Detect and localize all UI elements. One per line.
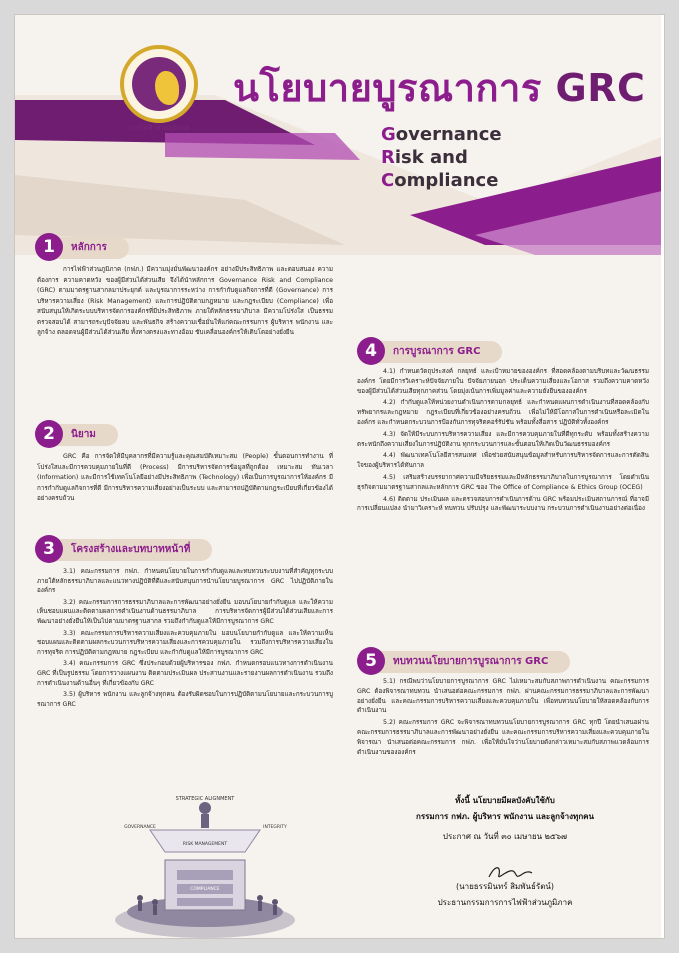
section-1-title: หลักการ xyxy=(51,237,129,259)
section-3-item: 3.4) คณะกรรมการ GRC ซึ่งประกอบด้วยผู้บริหารของ กฟภ. กำหนดกรอบแนวทางการดำเนินงาน GRC ที่เป็นรูปธรรม โดยการวางแผนงาน ติดตามประเมินผล ประสานงานและรายงานผลการดำเนินงาน รวมถึงการดำเนินงานด้านอื่นๆ ที่เกี่ยวข้องกับ GRC xyxy=(37,660,333,687)
diagram-label-integrity: INTEGRITY xyxy=(263,825,287,830)
section-5-title: ทบทวนนโยบายการบูรณาการ GRC xyxy=(373,651,570,673)
section-5-item: 5.1) กรณีพบว่านโยบายการบูรณาการ GRC ไม่เหมาะสมกับสภาพการดำเนินงาน คณะกรรมการ GRC ต้องพิจารณาทบทวน นำเสนอต่อคณะกรรมการ กฟภ. ผ่านคณะกรรมการธรรมาภิบาลและการพัฒนาอย่างยั่งยืน และคณะกรรมการบริหารความเสี่ยงและควบคุมภายใน เพื่อทบทวนนโยบายให้สอดคล้องกับการดำเนินงาน xyxy=(357,678,649,715)
policy-page xyxy=(14,14,665,939)
section-4-item: 4.3) จัดให้มีระบบการบริหารความเสี่ยง และมีการควบคุมภายในที่ดีทุกระดับ พร้อมทั้งสร้างความตระหนักถึงความเสี่ยงในการปฏิบัติงาน ทุกกระบวนการและขั้นตอนให้เกิดเป็นวัฒนธรรมองค์กร xyxy=(357,430,649,448)
grc-line-risk: Risk and xyxy=(381,147,468,168)
section-3-item: 3.3) คณะกรรมการบริหารความเสี่ยงและควบคุมภายใน มอบนโยบายกำกับดูแล และให้ความเห็นชอบแผนและติดตามผลกระบวนการบริหารความเสี่ยงและการควบคุมภายใน รวมถึงการบริหารความเสี่ยงในการทุจริต การปฏิบัติตามกฎหมาย กฎระเบียบ และกำกับดูแลให้มีการบูรณาการ GRC xyxy=(37,629,333,656)
signatory-name: (นายธรรมินทร์ สิมพันธ์รัตน์) xyxy=(456,882,554,891)
section-4-body xyxy=(357,367,649,516)
section-5-number: 5 xyxy=(357,647,385,675)
section-3-title: โครงสร้างและบทบาทหน้าที่ xyxy=(51,539,212,561)
announce-date: ประกาศ ณ วันที่ ๓๐ เมษายน ๒๕๖๗ xyxy=(442,832,568,841)
right-edge xyxy=(661,15,665,939)
title-grc: GRC xyxy=(555,66,646,110)
page-title xyxy=(233,57,645,118)
logo-caption: การไฟฟ้าส่วนภูมิภาค xyxy=(128,124,190,132)
diagram-label-compliance: COMPLIANCE xyxy=(190,887,220,892)
section-1-paragraph: การไฟฟ้าส่วนภูมิภาค (กฟภ.) มีความมุ่งมั่นพัฒนาองค์กร อย่างมีประสิทธิภาพ และตอบสนอง ความต้องการ ความคาดหวัง ของผู้มีส่วนได้ส่วนเสีย จึงได้นำหลักการ Governance Risk and Compliance (GRC) ตามมาตรฐานสากลมาประยุกต์ และบูรณาการระหว่าง การกำกับดูแลกิจการที่ดี (Governance) การบริหารความเสี่ยง (Risk Management) และการปฏิบัติตามกฎหมาย และกฎระเบียบ (Compliance) เพื่อสนับสนุนให้เกิดระบบบริหารจัดการองค์กรที่มีประสิทธิภาพ ภายใต้หลักธรรมาภิบาล มีความโปร่งใส เป็นธรรม ตรวจสอบได้ สามารถระบุปัจจัยลบ และพันธกิจ สร้างความเชื่อมั่นให้แก่คณะกรรมการ ผู้บริหาร พนักงาน และลูกจ้าง ตลอดจนผู้มีส่วนได้ส่วนเสีย ทั้งทางตรงและทางอ้อม ขับเคลื่อนองค์กรให้เติบโตอย่างยั่งยืน xyxy=(37,266,333,336)
section-1-number: 1 xyxy=(35,233,63,261)
section-2-body xyxy=(37,452,333,507)
header-ribbon xyxy=(15,95,665,255)
section-4-item: 4.6) ติดตาม ประเมินผล และตรวจสอบการดำเนินการด้าน GRC พร้อมประเมินสถานการณ์ ที่อาจมีการเปลี่ยนแปลง นำมาวิเคราะห์ ทบทวน ปรับปรุง และพัฒนาระบบงาน กระบวนการดำเนินงานอย่างต่อเนื่อง xyxy=(357,495,649,513)
grc-expansion xyxy=(381,123,502,192)
section-5-body xyxy=(357,677,649,759)
section-3-number: 3 xyxy=(35,535,63,563)
grc-line-governance: Governance xyxy=(381,124,502,145)
grc-diagram xyxy=(110,790,300,939)
pea-logo xyxy=(120,45,198,123)
section-2-title: นิยาม xyxy=(51,424,118,446)
title-thai: นโยบายบูรณาการ xyxy=(233,66,556,110)
closing-line-2: กรรมการ กฟภ. ผู้บริหาร พนักงาน และลูกจ้างทุกคน xyxy=(415,812,594,821)
signatory-position: ประธานกรรมการการไฟฟ้าส่วนภูมิภาค xyxy=(437,898,573,907)
section-4-number: 4 xyxy=(357,337,385,365)
signature-icon xyxy=(485,861,535,883)
closing-block xyxy=(380,793,630,911)
section-3-item: 3.2) คณะกรรมการการธรรมาภิบาลและการพัฒนาอย่างยั่งยืน มอบนโยบายกำกับดูแล และให้ความเห็นชอบแผนและติดตามผลการดำเนินงานด้านธรรมาภิบาล การบริหารจัดการผู้มีส่วนได้ส่วนเสียและการพัฒนาอย่างยั่งยืนให้เป็นไปตามมาตรฐานสากล รวมถึงกำกับดูแลให้มีการบูรณาการ GRC xyxy=(37,598,333,625)
section-1-body xyxy=(37,265,333,341)
grc-line-compliance: Compliance xyxy=(381,170,499,191)
logo-emblem xyxy=(132,57,186,111)
section-3-item: 3.1) คณะกรรมการ กฟภ. กำหนดนโยบายในการกำกับดูแลและทบทวนระบบงานที่สำคัญทุกระบบภายใต้หลักธรรมาภิบาลและแนวทางปฏิบัติที่ดีและสนับสนุนการนำนโยบายบูรณาการ GRC ไปปฏิบัติภายในองค์กร xyxy=(37,568,333,595)
section-3-item: 3.5) ผู้บริหาร พนักงาน และลูกจ้างทุกคน ต้องรับผิดชอบในการปฏิบัติตามนโยบายและกระบวนการบูรณาการ GRC xyxy=(37,691,333,708)
closing-line-1: ทั้งนี้ นโยบายมีผลบังคับใช้กับ xyxy=(455,796,555,805)
section-2-paragraph: GRC คือ การจัดให้มีบุคลากรที่มีความรู้และคุณสมบัติเหมาะสม (People) ขั้นตอนการทำงาน ที่โปร่งใสและมีการควบคุมภายในที่ดี (Process) มีการบริหารจัดการข้อมูลที่ถูกต้อง เหมาะสม ทันเวลา (Information) และมีการใช้เทคโนโลยีอย่างมีประสิทธิภาพ (Technology) เพื่อเป็นการบูรณาการให้องค์กร มีการกำกับดูแลกิจการที่ดี มีการบริหารความเสี่ยงอย่างเป็นระบบ และสามารถปฏิบัติตามกฎระเบียบที่เกี่ยวข้องได้อย่างครบถ้วน xyxy=(37,453,333,502)
section-2-number: 2 xyxy=(35,420,63,448)
section-4-item: 4.1) กำหนดวัตถุประสงค์ กลยุทธ์ และเป้าหมายขององค์กร ที่สอดคล้องตามบริบทและวัฒนธรรมองค์กร โดยมีการวิเคราะห์ปัจจัยภายใน ปัจจัยภายนอก ประเด็นความเสี่ยงและโอกาส รวมถึงความคาดหวังของผู้มีส่วนได้ส่วนเสียทุกภาคส่วน โดยมุ่งเน้นการเพิ่มมูลค่าและความยั่งยืนขององค์กร xyxy=(357,368,649,395)
section-3-body xyxy=(37,567,333,711)
diagram-label-governance: GOVERNANCE xyxy=(124,825,156,830)
thailand-map-icon xyxy=(155,71,179,105)
section-4-item: 4.2) กำกับดูแลให้หน่วยงานดำเนินการตามกลยุทธ์ และกำหนดแผนการดำเนินงานที่สอดคล้องกับทรัพยากรและกฎหมาย กฎระเบียบที่เกี่ยวข้องอย่างครบถ้วน เพื่อไม่ให้มีโอกาสในการดำเนินหรือละเมิดในองค์กร และกำหนดกระบวนการป้องกันการทุจริตคอร์รัปชัน พร้อมทั้งสื่อสาร ปฏิบัติทั่วทั้งองค์กร xyxy=(357,399,649,426)
section-5-item: 5.2) คณะกรรมการ GRC จะพิจารณาทบทวนนโยบายการบูรณาการ GRC ทุกปี โดยนำเสนอผ่านคณะกรรมการธรรมาภิบาลและการพัฒนาอย่างยั่งยืน และคณะกรรมการบริหารความเสี่ยงและควบคุมภายใน พิจารณา นำเสนอต่อคณะกรรมการ กฟภ. เพื่อให้มั่นใจว่านโยบายดังกล่าวเหมาะสมกับสภาพแวดล้อมการดำเนินงานขององค์กร xyxy=(357,719,649,756)
diagram-label-risk: RISK MANAGEMENT xyxy=(182,842,228,847)
diagram-top-label: STRATEGIC ALIGNMENT xyxy=(175,796,235,802)
section-4-title: การบูรณาการ GRC xyxy=(373,341,502,363)
section-4-item: 4.5) เสริมสร้างบรรยากาศความมีจริยธรรมและมีหลักธรรมาภิบาลในการบูรณาการ โดยดำเนินธุรกิจตามมาตรฐานสากลและหลักการ GRC ของ The Office of Compliance & Ethics Group (OCEG) xyxy=(357,473,649,491)
section-4-item: 4.4) พัฒนาเทคโนโลยีสารสนเทศ เพื่อช่วยสนับสนุนข้อมูลสำหรับการบริหารจัดการและการตัดสินใจของผู้บริหารได้ทันกาล xyxy=(357,452,649,470)
